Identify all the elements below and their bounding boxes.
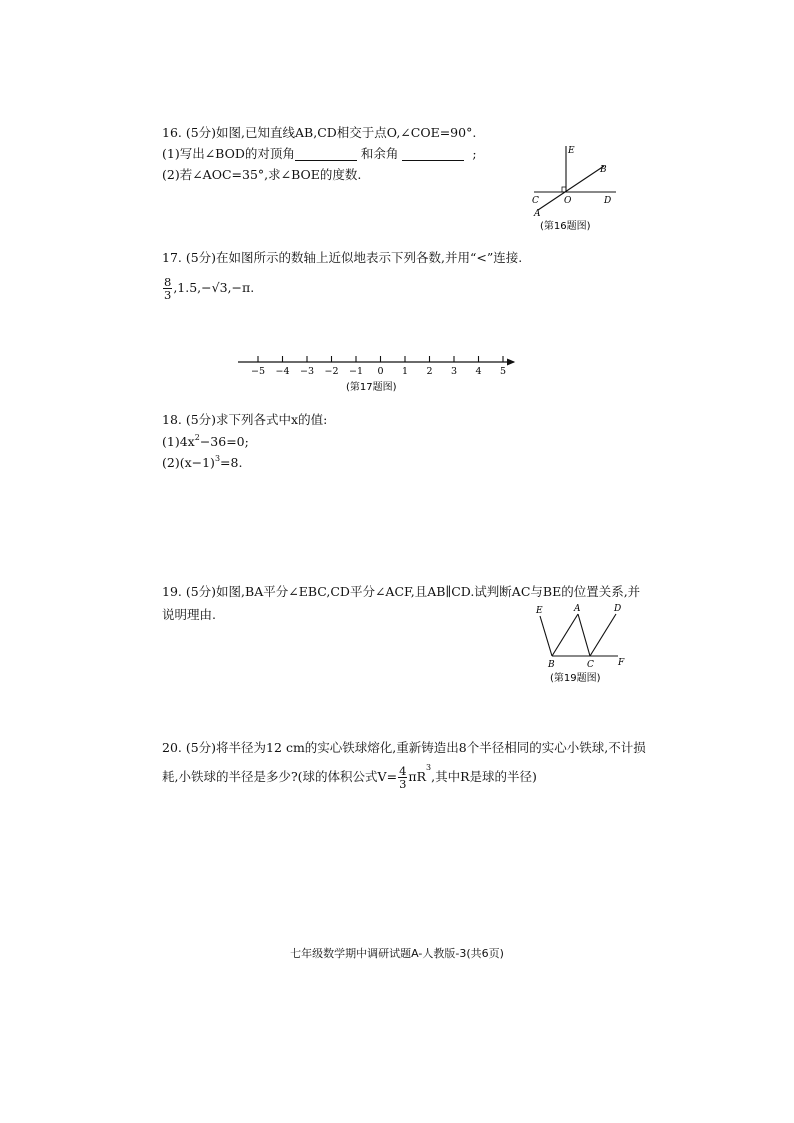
q17-caption: (第17题图)	[346, 382, 397, 393]
q17-tick-label: 4	[475, 366, 482, 377]
q18-eq1-exp: 2	[194, 433, 200, 442]
q19-seg-ac	[578, 614, 590, 656]
q16-label-c: C	[532, 196, 539, 206]
q18-eq2-exp: 3	[214, 454, 221, 463]
q17-frac-den: 3	[164, 288, 172, 303]
q16-label-e: E	[568, 146, 575, 156]
q20-line1: 20. (5分)将半径为12 cm的实心铁球熔化,重新铸造出8个半径相同的实心小铁球,不计损	[162, 740, 646, 755]
q18-eq2-b: =8.	[220, 455, 243, 470]
q17-tick-label: −2	[324, 366, 339, 377]
q17-frac-num: 8	[164, 275, 172, 289]
q16-part1-end: ;	[472, 146, 477, 161]
q17-fraction	[163, 276, 172, 301]
q20-frac-num: 4	[399, 764, 407, 778]
q18-eq1	[162, 433, 249, 449]
q18-eq2	[162, 454, 243, 470]
q19-seg-ba	[552, 614, 578, 656]
q19-seg-be	[540, 616, 552, 656]
q16-label-b: B	[600, 165, 607, 175]
q17-tick-label: 1	[401, 366, 409, 377]
q19-label-b: B	[548, 660, 555, 670]
q19-label-e: E	[536, 606, 543, 616]
q18-eq2-a: (2)(x−1)	[162, 455, 215, 470]
q17-rest: ,1.5,−√3,−π.	[173, 280, 255, 296]
q17-ticks	[251, 356, 506, 377]
q17-numbers	[162, 276, 254, 301]
q18-eq1-a: (1)4x	[162, 434, 195, 449]
q20-frac-den: 3	[399, 777, 407, 792]
q19-figure	[532, 600, 638, 688]
q16-figure	[526, 138, 626, 238]
q17-tick-label: −5	[250, 366, 266, 377]
q16-stem: 16. (5分)如图,已知直线AB,CD相交于点O,∠COE=90°.	[162, 125, 477, 140]
q16-label-o: O	[564, 196, 572, 206]
q17-tick-label: −1	[348, 366, 364, 377]
q17-stem: 17. (5分)在如图所示的数轴上近似地表示下列各数,并用“<”连接.	[162, 250, 523, 265]
q19-caption: (第19题图)	[550, 673, 601, 684]
q19-label-d: D	[614, 604, 622, 614]
q18-stem: 18. (5分)求下列各式中x的值:	[162, 412, 328, 427]
q16-label-d: D	[604, 196, 612, 206]
q19-seg-cd	[590, 614, 616, 656]
q17-tick-label: −4	[275, 366, 290, 377]
q17-tick-label: 5	[499, 366, 507, 377]
q19-stem2: 说明理由.	[162, 607, 216, 622]
q19-stem: 19. (5分)如图,BA平分∠EBC,CD平分∠ACF,且AB∥CD.试判断AC与BE的位置关系,并	[162, 584, 641, 599]
q16-part2: (2)若∠AOC=35°,求∠BOE的度数.	[162, 167, 362, 182]
q16-label-a: A	[534, 209, 541, 219]
q19-label-a: A	[574, 604, 581, 614]
q18-eq1-b: −36=0;	[199, 434, 249, 449]
q16-blank-vertical-angle[interactable]	[295, 149, 357, 161]
q17-tick-label: 2	[426, 366, 433, 377]
q19-label-f: F	[618, 658, 625, 668]
q17-tick-label: 0	[377, 366, 384, 377]
q16-blank-complement[interactable]	[402, 149, 464, 161]
q20-fraction	[398, 765, 407, 790]
q20-line2-a: 耗,小铁球的半径是多少?(球的体积公式V=	[162, 769, 398, 785]
q16-caption: (第16题图)	[540, 221, 591, 232]
q20-line2-exp: 3	[426, 763, 432, 772]
q16-part1-text-a: (1)写出∠BOD的对顶角	[162, 146, 295, 161]
q20-line2-b: πR	[408, 769, 427, 785]
q16-part1	[162, 148, 477, 161]
q17-number-line	[232, 348, 524, 394]
q19-label-c: C	[587, 660, 594, 670]
q20-line2-c: ,其中R是球的半径)	[431, 769, 537, 785]
q20-line2	[162, 765, 537, 790]
page-footer: 七年级数学期中调研试题A-人教版-3(共6页)	[290, 947, 504, 960]
q17-tick-label: −3	[299, 366, 315, 377]
q17-tick-label: 3	[450, 366, 458, 377]
q16-part1-text-b: 和余角	[360, 146, 399, 161]
